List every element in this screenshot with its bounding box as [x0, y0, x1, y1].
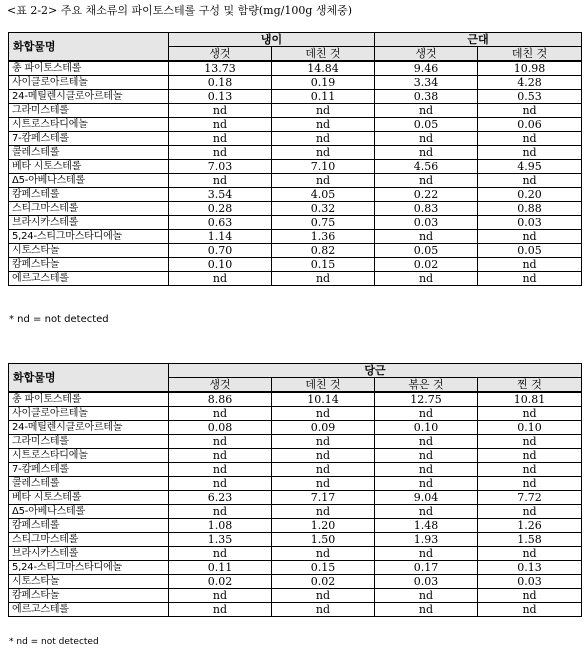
value-cell: 0.10	[478, 421, 582, 435]
value-cell: 1.35	[169, 533, 272, 547]
subheader-cell: 생것	[169, 47, 272, 62]
compound-name: Δ5-아베나스테롤	[9, 505, 169, 519]
compound-name: 그라미스테롤	[9, 104, 169, 118]
value-cell: 10.81	[478, 392, 582, 407]
table-row	[9, 575, 582, 589]
table-row	[9, 160, 582, 174]
value-cell: 0.75	[272, 216, 375, 230]
compound-name: 캄페스타놀	[9, 589, 169, 603]
table-row	[9, 244, 582, 258]
compound-name: 총 파이토스테롤	[9, 392, 169, 407]
value-cell: 0.08	[169, 421, 272, 435]
value-cell: nd	[169, 449, 272, 463]
value-cell: nd	[169, 132, 272, 146]
value-cell: 0.13	[478, 561, 582, 575]
value-cell: nd	[272, 104, 375, 118]
subheader-cell: 데친 것	[478, 47, 582, 62]
value-cell: 1.14	[169, 230, 272, 244]
value-cell: 3.34	[375, 76, 478, 90]
compound-name: 브라시카스테롤	[9, 216, 169, 230]
value-cell: nd	[169, 407, 272, 421]
value-cell: 0.03	[375, 216, 478, 230]
subheader-cell: 볶은 것	[375, 378, 478, 393]
compound-name: 스티그마스테롤	[9, 202, 169, 216]
value-cell: nd	[169, 505, 272, 519]
value-cell: nd	[272, 463, 375, 477]
value-cell: nd	[169, 477, 272, 491]
value-cell: nd	[478, 146, 582, 160]
value-cell: nd	[169, 603, 272, 617]
table-row	[9, 76, 582, 90]
table-row	[9, 132, 582, 146]
compound-name: 시트로스타디에놀	[9, 449, 169, 463]
subheader-cell: 생것	[375, 47, 478, 62]
value-cell: nd	[478, 449, 582, 463]
compound-name: 7-캄페스테롤	[9, 132, 169, 146]
value-cell: 0.10	[169, 258, 272, 272]
value-cell: 1.26	[478, 519, 582, 533]
value-cell: 7.10	[272, 160, 375, 174]
value-cell: nd	[375, 463, 478, 477]
value-cell: nd	[478, 132, 582, 146]
value-cell: 0.83	[375, 202, 478, 216]
value-cell: nd	[272, 589, 375, 603]
column-header-compound: 화합물명	[9, 364, 169, 393]
table-row	[9, 421, 582, 435]
value-cell: nd	[478, 505, 582, 519]
group-header-naengi: 냉이	[169, 33, 375, 47]
table-row	[9, 547, 582, 561]
value-cell: 0.05	[375, 118, 478, 132]
table-row	[9, 477, 582, 491]
value-cell: nd	[169, 547, 272, 561]
value-cell: 1.93	[375, 533, 478, 547]
value-cell: 1.50	[272, 533, 375, 547]
value-cell: 13.73	[169, 61, 272, 76]
table-row	[9, 90, 582, 104]
value-cell: 0.02	[169, 575, 272, 589]
value-cell: 1.58	[478, 533, 582, 547]
value-cell: 0.53	[478, 90, 582, 104]
value-cell: 0.88	[478, 202, 582, 216]
value-cell: nd	[272, 118, 375, 132]
compound-name: 5,24-스티그마스타디에놀	[9, 230, 169, 244]
value-cell: 0.15	[272, 258, 375, 272]
value-cell: 0.10	[375, 421, 478, 435]
value-cell: nd	[375, 547, 478, 561]
value-cell: nd	[375, 104, 478, 118]
compound-name: 5,24-스티그마스타디에놀	[9, 561, 169, 575]
value-cell: 1.08	[169, 519, 272, 533]
value-cell: 12.75	[375, 392, 478, 407]
compound-name: 24-메틸렌시클로아르테놀	[9, 90, 169, 104]
value-cell: 14.84	[272, 61, 375, 76]
value-cell: 3.54	[169, 188, 272, 202]
table-row	[9, 505, 582, 519]
table-row	[9, 118, 582, 132]
value-cell: 0.15	[272, 561, 375, 575]
table-row	[9, 533, 582, 547]
value-cell: 0.11	[272, 90, 375, 104]
value-cell: 9.46	[375, 61, 478, 76]
table-row	[9, 216, 582, 230]
compound-name: 총 파이토스테롤	[9, 61, 169, 76]
table-row	[9, 392, 582, 407]
value-cell: 0.02	[375, 258, 478, 272]
value-cell: nd	[375, 589, 478, 603]
value-cell: 7.17	[272, 491, 375, 505]
value-cell: nd	[375, 146, 478, 160]
value-cell: nd	[169, 463, 272, 477]
compound-name: 브라시카스테롤	[9, 547, 169, 561]
footnote-nd: * nd = not detected	[9, 314, 109, 325]
value-cell: nd	[375, 132, 478, 146]
value-cell: nd	[375, 603, 478, 617]
value-cell: nd	[272, 132, 375, 146]
table-row	[9, 230, 582, 244]
value-cell: nd	[169, 174, 272, 188]
value-cell: nd	[478, 589, 582, 603]
compound-name: 베타 시토스테롤	[9, 491, 169, 505]
value-cell: 8.86	[169, 392, 272, 407]
value-cell: 0.22	[375, 188, 478, 202]
value-cell: nd	[375, 230, 478, 244]
compound-name: 24-메틸렌시클로아르테놀	[9, 421, 169, 435]
value-cell: nd	[478, 547, 582, 561]
value-cell: 0.06	[478, 118, 582, 132]
value-cell: 0.03	[478, 575, 582, 589]
subheader-cell: 데친 것	[272, 378, 375, 393]
value-cell: 0.09	[272, 421, 375, 435]
compound-name: 캄페스테롤	[9, 519, 169, 533]
value-cell: nd	[375, 174, 478, 188]
subheader-cell: 생것	[169, 378, 272, 393]
table-row	[9, 519, 582, 533]
compound-name: 스티그마스테롤	[9, 533, 169, 547]
compound-name: 사이클로아르테놀	[9, 407, 169, 421]
value-cell: 4.95	[478, 160, 582, 174]
value-cell: 10.14	[272, 392, 375, 407]
compound-name: 사이클로아르테놀	[9, 76, 169, 90]
table-row	[9, 449, 582, 463]
table-row	[9, 174, 582, 188]
compound-name: 시토스타놀	[9, 575, 169, 589]
value-cell: 0.70	[169, 244, 272, 258]
value-cell: 1.20	[272, 519, 375, 533]
value-cell: nd	[478, 258, 582, 272]
compound-name: 캄페스타놀	[9, 258, 169, 272]
table-row	[9, 61, 582, 76]
value-cell: nd	[272, 505, 375, 519]
value-cell: 0.82	[272, 244, 375, 258]
value-cell: nd	[272, 435, 375, 449]
value-cell: 7.03	[169, 160, 272, 174]
value-cell: 0.03	[478, 216, 582, 230]
compound-name: 7-캄페스테롤	[9, 463, 169, 477]
value-cell: 7.72	[478, 491, 582, 505]
table-row	[9, 589, 582, 603]
value-cell: 4.56	[375, 160, 478, 174]
column-header-compound: 화합물명	[9, 33, 169, 62]
subheader-cell: 데친 것	[272, 47, 375, 62]
value-cell: nd	[272, 272, 375, 286]
value-cell: 4.05	[272, 188, 375, 202]
table-row	[9, 104, 582, 118]
value-cell: nd	[169, 146, 272, 160]
compound-name: 에르고스테롤	[9, 603, 169, 617]
value-cell: 0.13	[169, 90, 272, 104]
table-body	[9, 61, 582, 286]
table-row	[9, 202, 582, 216]
value-cell: nd	[375, 449, 478, 463]
group-header-geundae: 근대	[375, 33, 582, 47]
value-cell: nd	[272, 547, 375, 561]
value-cell: nd	[375, 477, 478, 491]
value-cell: 0.19	[272, 76, 375, 90]
table-row	[9, 407, 582, 421]
value-cell: 10.98	[478, 61, 582, 76]
value-cell: 0.32	[272, 202, 375, 216]
phytosterol-table-carrot	[8, 363, 582, 617]
value-cell: nd	[169, 589, 272, 603]
value-cell: nd	[478, 407, 582, 421]
value-cell: nd	[478, 272, 582, 286]
value-cell: nd	[169, 435, 272, 449]
value-cell: nd	[169, 118, 272, 132]
table-caption: <표 2-2> 주요 채소류의 파이토스테롤 구성 및 함량(mg/100g 생체중)	[7, 4, 353, 17]
compound-name: 시트로스타디에놀	[9, 118, 169, 132]
value-cell: 0.28	[169, 202, 272, 216]
value-cell: nd	[375, 272, 478, 286]
value-cell: 0.02	[272, 575, 375, 589]
value-cell: nd	[169, 272, 272, 286]
value-cell: nd	[375, 505, 478, 519]
value-cell: 0.20	[478, 188, 582, 202]
subheader-cell: 찐 것	[478, 378, 582, 393]
value-cell: 0.17	[375, 561, 478, 575]
value-cell: nd	[272, 146, 375, 160]
table-body	[9, 392, 582, 617]
compound-name: 시토스타놀	[9, 244, 169, 258]
footnote-nd: * nd = not detected	[9, 637, 99, 647]
compound-name: 베타 시토스테롤	[9, 160, 169, 174]
table-row	[9, 188, 582, 202]
value-cell: 0.11	[169, 561, 272, 575]
table-row	[9, 561, 582, 575]
value-cell: 1.36	[272, 230, 375, 244]
value-cell: nd	[478, 174, 582, 188]
value-cell: 0.05	[375, 244, 478, 258]
table-row	[9, 258, 582, 272]
compound-name: 에르고스테롤	[9, 272, 169, 286]
value-cell: 0.03	[375, 575, 478, 589]
value-cell: nd	[478, 435, 582, 449]
value-cell: 0.18	[169, 76, 272, 90]
value-cell: nd	[375, 435, 478, 449]
value-cell: 1.48	[375, 519, 478, 533]
value-cell: nd	[375, 407, 478, 421]
compound-name: 콜레스테롤	[9, 477, 169, 491]
value-cell: 4.28	[478, 76, 582, 90]
value-cell: nd	[272, 477, 375, 491]
table-row	[9, 603, 582, 617]
phytosterol-table-naengi-geundae	[8, 32, 582, 286]
value-cell: 6.23	[169, 491, 272, 505]
compound-name: 콜레스테롤	[9, 146, 169, 160]
compound-name: 그라미스테롤	[9, 435, 169, 449]
value-cell: nd	[272, 407, 375, 421]
table-row	[9, 463, 582, 477]
value-cell: nd	[169, 104, 272, 118]
value-cell: 9.04	[375, 491, 478, 505]
value-cell: nd	[272, 449, 375, 463]
group-header-carrot: 당근	[169, 364, 582, 378]
compound-name: Δ5-아베나스테롤	[9, 174, 169, 188]
table-row	[9, 146, 582, 160]
value-cell: 0.05	[478, 244, 582, 258]
value-cell: nd	[272, 174, 375, 188]
value-cell: 0.63	[169, 216, 272, 230]
value-cell: nd	[478, 463, 582, 477]
value-cell: nd	[478, 230, 582, 244]
value-cell: nd	[478, 104, 582, 118]
table-row	[9, 272, 582, 286]
table-row	[9, 491, 582, 505]
compound-name: 캄페스테롤	[9, 188, 169, 202]
table-row	[9, 435, 582, 449]
value-cell: nd	[272, 603, 375, 617]
value-cell: nd	[478, 477, 582, 491]
value-cell: nd	[478, 603, 582, 617]
value-cell: 0.38	[375, 90, 478, 104]
